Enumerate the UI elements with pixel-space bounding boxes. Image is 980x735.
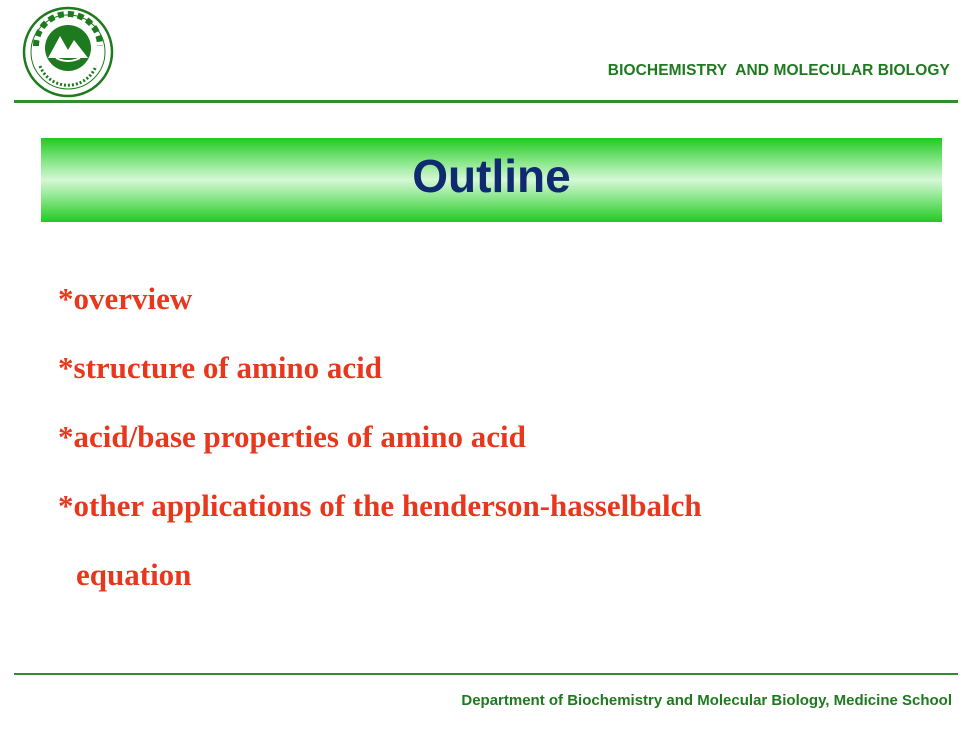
outline-list bbox=[58, 276, 702, 598]
outline-item-text: *overview bbox=[58, 281, 193, 316]
footer-divider bbox=[14, 673, 958, 675]
outline-item-continuation: equation bbox=[76, 557, 192, 592]
outline-item-text: *structure of amino acid bbox=[58, 350, 383, 385]
slide-title: Outline bbox=[412, 150, 571, 202]
outline-item-text: *other applications of the henderson-hasselbalch bbox=[58, 488, 702, 523]
outline-item-applications bbox=[58, 483, 702, 598]
footer-department: Department of Biochemistry and Molecular Biology, Medicine School bbox=[461, 692, 952, 709]
header-divider bbox=[14, 100, 958, 103]
outline-item-text: *acid/base properties of amino acid bbox=[58, 419, 526, 454]
outline-item-structure bbox=[58, 345, 702, 414]
outline-item-acid-base bbox=[58, 414, 702, 483]
course-title: BIOCHEMISTRY AND MOLECULAR BIOLOGY bbox=[607, 62, 950, 79]
outline-item-overview bbox=[58, 276, 702, 345]
university-seal-icon bbox=[22, 6, 114, 98]
title-banner bbox=[41, 138, 942, 222]
